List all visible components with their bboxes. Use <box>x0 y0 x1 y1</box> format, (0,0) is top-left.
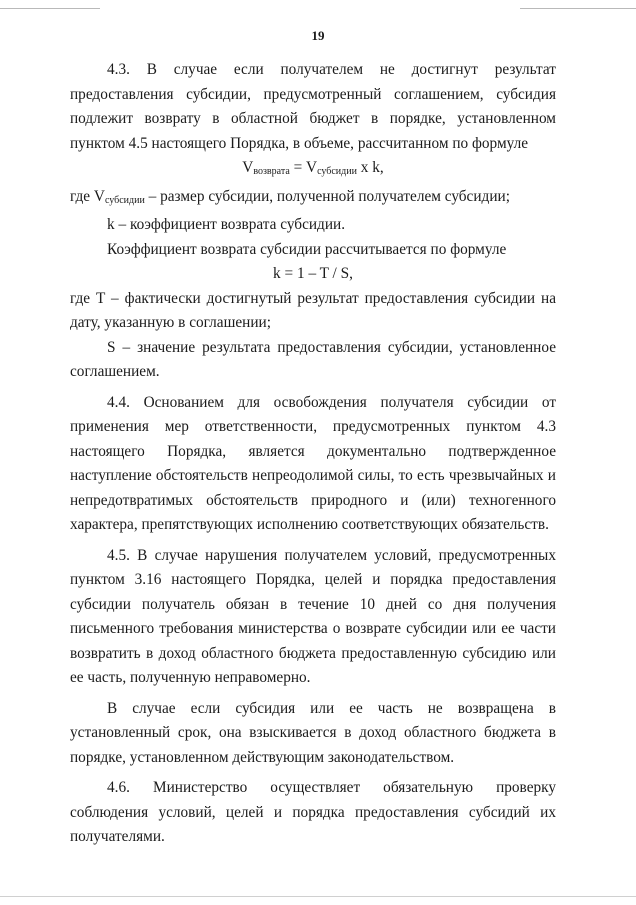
scan-edge-line <box>520 8 636 9</box>
definition-s: S – значение результата предоставления субсидии, установленное соглашением. <box>70 338 556 380</box>
scan-edge-line <box>0 896 636 897</box>
document-body <box>70 58 556 850</box>
paragraph-4-5-continuation: В случае если субсидия или ее часть не возвращена в установленный срок, она взыскивается в доход областного бюджета в порядке, установленном действующим законодательством. <box>70 699 556 766</box>
formula-return-amount: $V_{возврата} = V_{субсидии}$ x k, <box>242 159 384 177</box>
paragraph-4-3: 4.3. В случае если получателем не достигнут результат предоставления субсидии, предусмотренный соглашением, субсидия подлежит возврату в областной бюджет в порядке, установленном пунктом 4.5 настоящего Порядка, в объеме, рассчитанном по формуле <box>70 61 556 152</box>
paragraph-4-4: 4.4. Основанием для освобождения получателя субсидии от применения мер ответственности, предусмотренных пунктом 4.3 настоящего Порядка, является документально подтвержденное наступление обстоятельств непреодолимой силы, то есть чрезвычайных и непредотвратимых обстоятельств природного и (или) техногенного характера, препятствующих исполнению соответствующих обязательств. <box>70 393 556 533</box>
definition-t: где T – фактически достигнутый результат предоставления субсидии на дату, указанную в соглашении; <box>70 289 556 331</box>
paragraph-4-6: 4.6. Министерство осуществляет обязательную проверку соблюдения условий, целей и порядка предоставления субсидий их получателями. <box>70 779 556 845</box>
definition-v-subsidy: где $V_{субсидии}$ – размер субсидии, полученной получателем субсидии; <box>70 187 510 206</box>
page-number: 19 <box>311 28 325 43</box>
coefficient-intro: Коэффициент возврата субсидии рассчитывается по формуле <box>107 240 507 258</box>
paragraph-4-5: 4.5. В случае нарушения получателем условий, предусмотренных пунктом 3.16 настоящего Порядка, целей и порядка предоставления субсидии получатель обязан в течение 10 дней со дня получения письменного требования министерства о возврате субсидии или ее части возвратить в доход областного бюджета предоставленную субсидию или ее часть, полученную неправомерно. <box>70 546 556 686</box>
definition-k: k – коэффициент возврата субсидии. <box>107 216 346 233</box>
formula-coefficient: k = 1 – T / S, <box>273 265 353 282</box>
scan-edge-line <box>0 8 100 9</box>
